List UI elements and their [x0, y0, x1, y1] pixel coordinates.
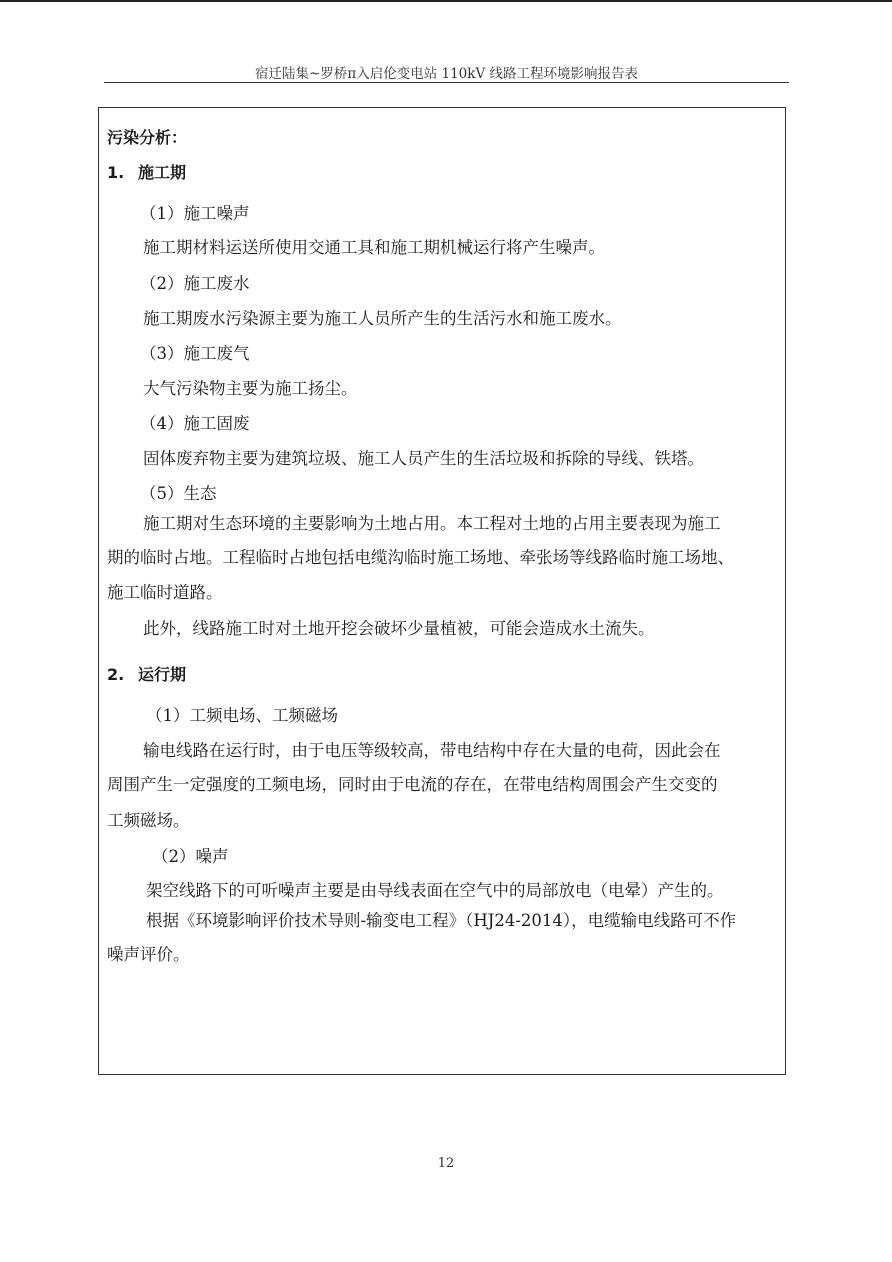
ecology-text-line-4: 此外，线路施工时对土地开挖会破坏少量植被，可能会造成水土流失。	[143, 619, 655, 638]
emf-text-line-2: 周围产生一定强度的工频电场，同时由于电流的存在，在带电结构周围会产生交变的	[107, 775, 718, 794]
operation-noise-text-line-3: 噪声评价。	[107, 945, 190, 964]
section2-title: 运行期	[138, 665, 187, 684]
document-header-title: 宿迁陆集~罗桥π入启伦变电站 110kV 线路工程环境影响报告表	[255, 66, 638, 82]
construction-exhaust-title: （3）施工废气	[140, 344, 250, 363]
ecology-text-line-3: 施工临时道路。	[107, 583, 223, 602]
construction-noise-title: （1）施工噪声	[140, 204, 250, 223]
emf-title: （1）工频电场、工频磁场	[146, 706, 338, 725]
ecology-text-line-2: 期的临时占地。工程临时占地包括电缆沟临时施工场地、牵张场等线路临时施工场地、	[107, 548, 734, 567]
section-heading: 污染分析：	[107, 128, 188, 147]
operation-noise-title: （2）噪声	[152, 847, 229, 866]
emf-text-line-1: 输电线路在运行时，由于电压等级较高，带电结构中存在大量的电荷，因此会在	[143, 741, 721, 760]
emf-text-line-3: 工频磁场。	[107, 811, 190, 830]
section2-number: 2.	[107, 665, 125, 684]
section1-number: 1.	[107, 163, 125, 182]
operation-noise-text-line-2: 根据《环境影响评价技术导则-输变电工程》（HJ24-2014），电缆输电线路可不作	[146, 911, 737, 930]
section1-title: 施工期	[138, 163, 187, 182]
top-border-line	[0, 0, 892, 2]
page-number: 12	[437, 1156, 455, 1171]
header-underline	[104, 82, 789, 83]
ecology-title: （5）生态	[140, 484, 217, 503]
ecology-text-line-1: 施工期对生态环境的主要影响为土地占用。本工程对土地的占用主要表现为施工	[143, 514, 721, 533]
operation-noise-text-line-1: 架空线路下的可听噪声主要是由导线表面在空气中的局部放电（电晕）产生的。	[146, 881, 724, 900]
construction-noise-text: 施工期材料运送所使用交通工具和施工期机械运行将产生噪声。	[143, 238, 605, 257]
construction-wastewater-title: （2）施工废水	[140, 274, 250, 293]
construction-exhaust-text: 大气污染物主要为施工扬尘。	[143, 379, 358, 398]
construction-solid-waste-title: （4）施工固废	[140, 414, 250, 433]
construction-solid-waste-text: 固体废弃物主要为建筑垃圾、施工人员产生的生活垃圾和拆除的导线、铁塔。	[143, 449, 704, 468]
construction-wastewater-text: 施工期废水污染源主要为施工人员所产生的生活污水和施工废水。	[143, 309, 622, 328]
